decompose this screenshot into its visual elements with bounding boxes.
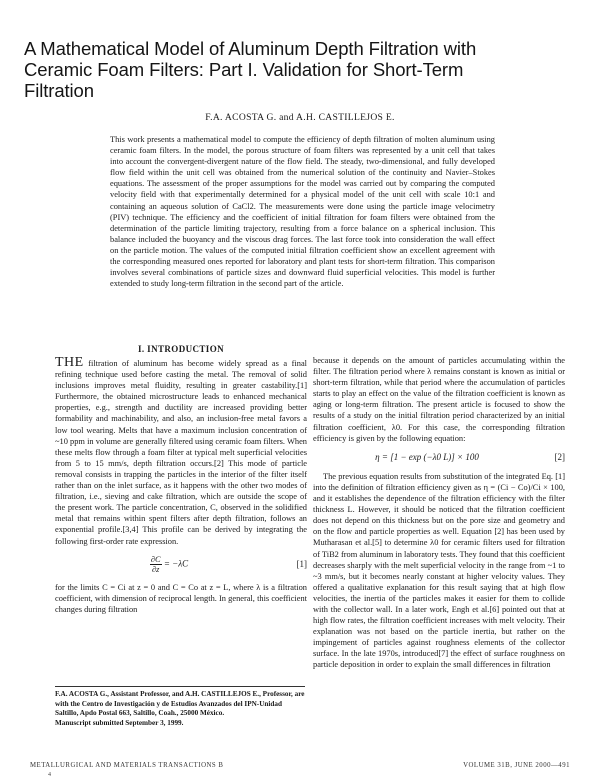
page-footer <box>30 762 570 769</box>
right-paragraph-2: The previous equation results from substitution of the integrated Eq. [1] into the definition of filtration efficiency given as η = (Ci − Co)/Ci × 100, and it establishes the dependence of the filtration efficiency with the filter thickness L. However, it should be noticed that the filtration coefficient does not depend on this thickness but on the pore size and geometry and on the flow and particle properties as well. Equation [2] has been used by Mutharasan et al.[5] to determine λ0 for ceramic filters used for filtration of TiB2 from aluminum in laboratory tests. They found that this coefficient decreases sharply with the melt superficial velocity in the range from ~1 to ~3 mm/s, but it becomes nearly constant at higher velocity values. They offered a qualitative explanation for this result saying that at high flow velocities, the inertia of the particles makes it easier for them to collide with the collector wall. In a later work, Engh et al.[6] pointed out that at high flow rates, the filtration coefficient increases with melt velocity. Their explanation was not based on the particle inertia, but rather on the impingement of particles against roughness elements of the collector surface. In the late 1970s, introduced[7] the effect of surface roughness on particle deposition in order to explain the small differences in filtration <box>313 471 565 670</box>
equation-1-number: [1] <box>296 558 307 569</box>
author-line: F.A. ACOSTA G. and A.H. CASTILLEJOS E. <box>205 112 395 123</box>
title-line-3: Filtration <box>24 80 94 101</box>
right-column <box>313 355 565 671</box>
intro-paragraph-1-text: filtration of aluminum has become widely spread as a final refining technique used before casting the metal. The removal of solid inclusions improves metal fluidity, resulting in greater castability.[1] Furthermore, the obtained microstructure leads to enhanced mechanical properties, e.g., strength and ductility are increased providing better formability and machinability, and also, an inclusion-free metal favors a low tool wearing. Melts that have a maximum inclusion concentration of ~10 ppm in volume are generally filtered using ceramic foam filters. When these melts flow through a foam filter at typical melt superficial velocities from 5 to 15 mm/s, depth filtration occurs.[2] This mode of particle removal consists in trapping the particles in the interior of the filter itself rather than on the inlet surface, as it happens with the other two modes of filtration, i.e., sieving and cake filtration, which are outside the scope of the present work. The particle concentration, C, observed in the solidified metal that remains within spent filters after depth filtration, follows an exponential profile.[3,4] This profile can be derived by integrating the following first-order rate expression. <box>55 359 307 546</box>
paper-title <box>24 38 576 101</box>
equation-2 <box>313 452 565 463</box>
section-heading-introduction: I. INTRODUCTION <box>137 344 224 354</box>
equation-1 <box>55 555 307 574</box>
title-line-1: A Mathematical Model of Aluminum Depth Filtration with <box>24 38 477 59</box>
title-line-2: Ceramic Foam Filters: Part I. Validation for Short-Term <box>24 59 464 80</box>
equation-1-body <box>55 555 283 574</box>
left-column <box>55 357 307 615</box>
right-paragraph-1: because it depends on the amount of particles accumulating within the filter. The filtration period where λ remains constant is known as initial or short-term filtration, while that period where the accumulation of particles starts to play an effect on the value of the filtration coefficient is known as aging or long-term filtration. The present article is focused to show the results of a study on the initial filtration period characterized by an initial filtration coefficient, λ0. For this case, the corresponding filtration efficiency is given by the following equation: <box>313 356 565 443</box>
equation-1-denominator: ∂z <box>152 564 160 574</box>
footnote-rule <box>55 686 305 687</box>
equation-1-rhs: = −λC <box>163 558 189 569</box>
dropcap-word: THE <box>55 355 84 370</box>
abstract: This work presents a mathematical model to compute the efficiency of depth filtration of molten aluminum using ceramic foam filters. In the model, the porous structure of foam filters was represented by a unit cell that takes into account the convergent-divergent nature of the flow field. The steady, two-dimensional, and fully developed flow field within the unit cell was obtained from the numerical solution of the continuity and Navier–Stokes equations. The assessment of the proper assumptions for the model was carried out by comparing the computed velocity field with that experimentally determined for a physical model of the unit cell with scale 10:1 and containing an aqueous solution of CaCl2. The measurements were done using the particle image velocimetry (PIV) technique. The efficiency and the coefficient of initial filtration for foam filters were obtained from the determination of the particle limiting trajectory, resulting from a force balance on a spherical inclusion. This balance included the buoyancy and the viscous drag forces. The last force took into consideration the wall effect on the particle motion. The values of the computed initial filtration coefficient show an excellent agreement with the corresponding measured ones reported for laboratory and plant tests for short-term filtration. This comparison involves several combinations of particle sizes and downward fluid superficial velocities. This model is further extended to study long-term filtration in the second part of the article. <box>110 135 495 289</box>
intro-paragraph-1 <box>55 357 307 547</box>
footer-journal: METALLURGICAL AND MATERIALS TRANSACTIONS B <box>30 762 224 769</box>
equation-1-numerator: ∂C <box>150 554 161 564</box>
page-mark: 4 <box>48 772 51 778</box>
equation-2-number: [2] <box>554 451 565 462</box>
equation-2-body: η = [1 − exp (−λ0 L)] × 100 <box>375 451 479 462</box>
footer-volume-page: VOLUME 31B, JUNE 2000—491 <box>463 762 570 769</box>
author-footnote <box>55 690 307 728</box>
footnote-affiliation: F.A. ACOSTA G., Assistant Professor, and A.H. CASTILLEJOS E., Professor, are with the Centro de Investigación y de Estudios Avanzados del IPN-Unidad Saltillo, Apdo Postal 663, Saltillo, Coah., 25000 México. <box>55 690 305 718</box>
footnote-manuscript: Manuscript submitted September 3, 1999. <box>55 718 184 727</box>
intro-paragraph-2: for the limits C = Ci at z = 0 and C = Co at z = L, where λ is a filtration coefficient, with dimension of reciprocal length. In general, this coefficient changes during filtration <box>55 582 307 614</box>
equation-1-fraction <box>150 555 162 574</box>
